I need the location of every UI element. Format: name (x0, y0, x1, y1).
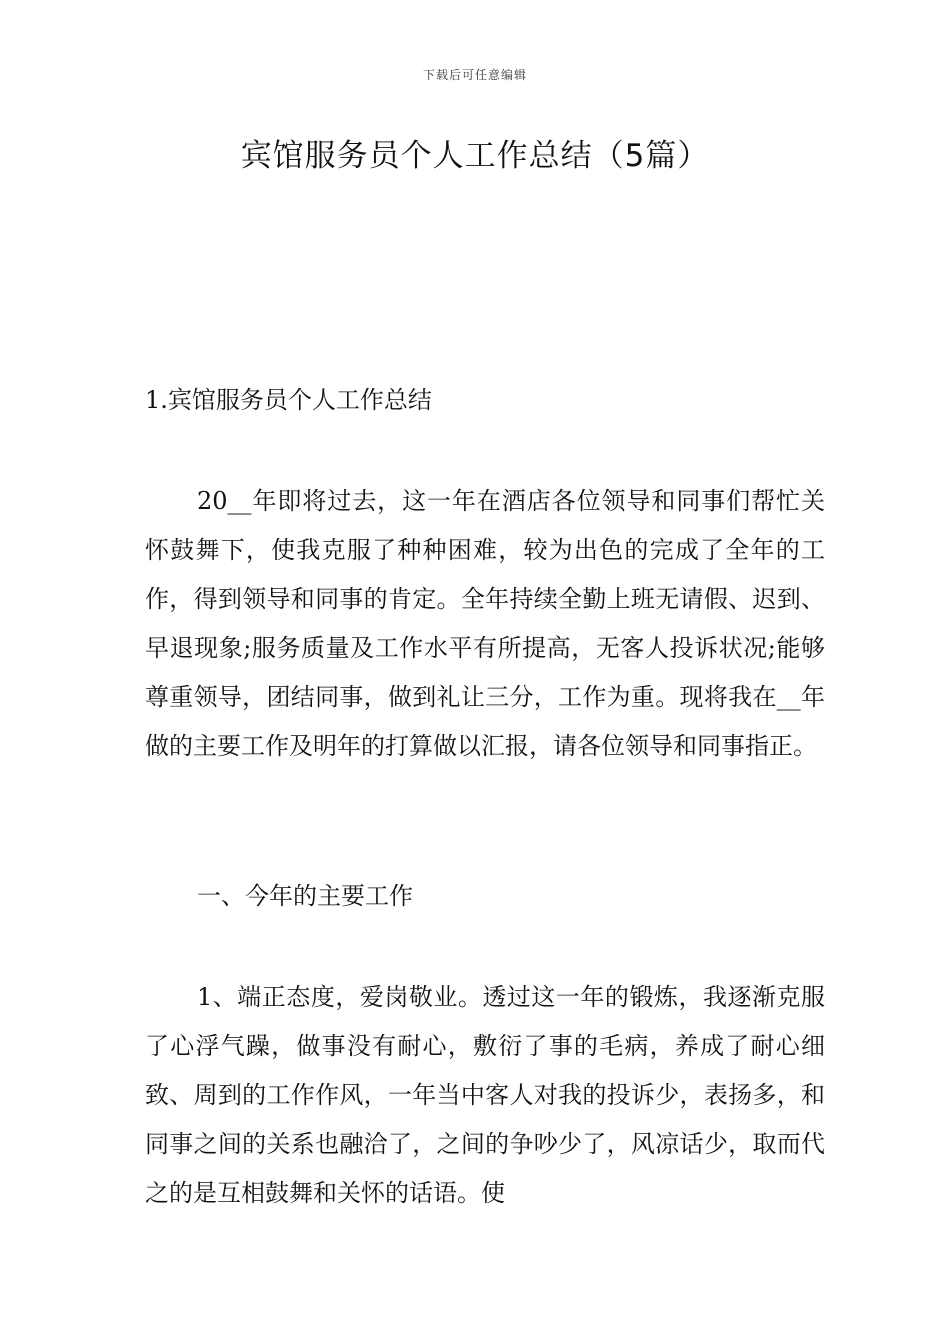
document-title: 宾馆服务员个人工作总结（5篇） (240, 138, 710, 174)
section-heading: 1.宾馆服务员个人工作总结 (145, 386, 432, 414)
body-paragraph-2: 1、端正态度，爱岗敬业。透过这一年的锻炼，我逐渐克服了心浮气躁，做事没有耐心，敷衍了事的毛病，养成了耐心细致、周到的工作作风，一年当中客人对我的投诉少，表扬多，和同事之间的关系也融洽了，之间的争吵少了，风凉话少，取而代之的是互相鼓舞和关怀的话语。使 (145, 983, 825, 1207)
subheading-main-work: 一、今年的主要工作 (197, 882, 413, 910)
body-paragraph-1: 20__年即将过去，这一年在酒店各位领导和同事们帮忙关怀鼓舞下，使我克服了种种困难，较为出色的完成了全年的工作，得到领导和同事的肯定。全年持续全勤上班无请假、迟到、早退现象;服务质量及工作水平有所提高，无客人投诉状况;能够尊重领导，团结同事，做到礼让三分，工作为重。现将我在__年做的主要工作及明年的打算做以汇报，请各位领导和同事指正。 (145, 487, 825, 760)
header-note: 下载后可任意编辑 (422, 68, 527, 82)
